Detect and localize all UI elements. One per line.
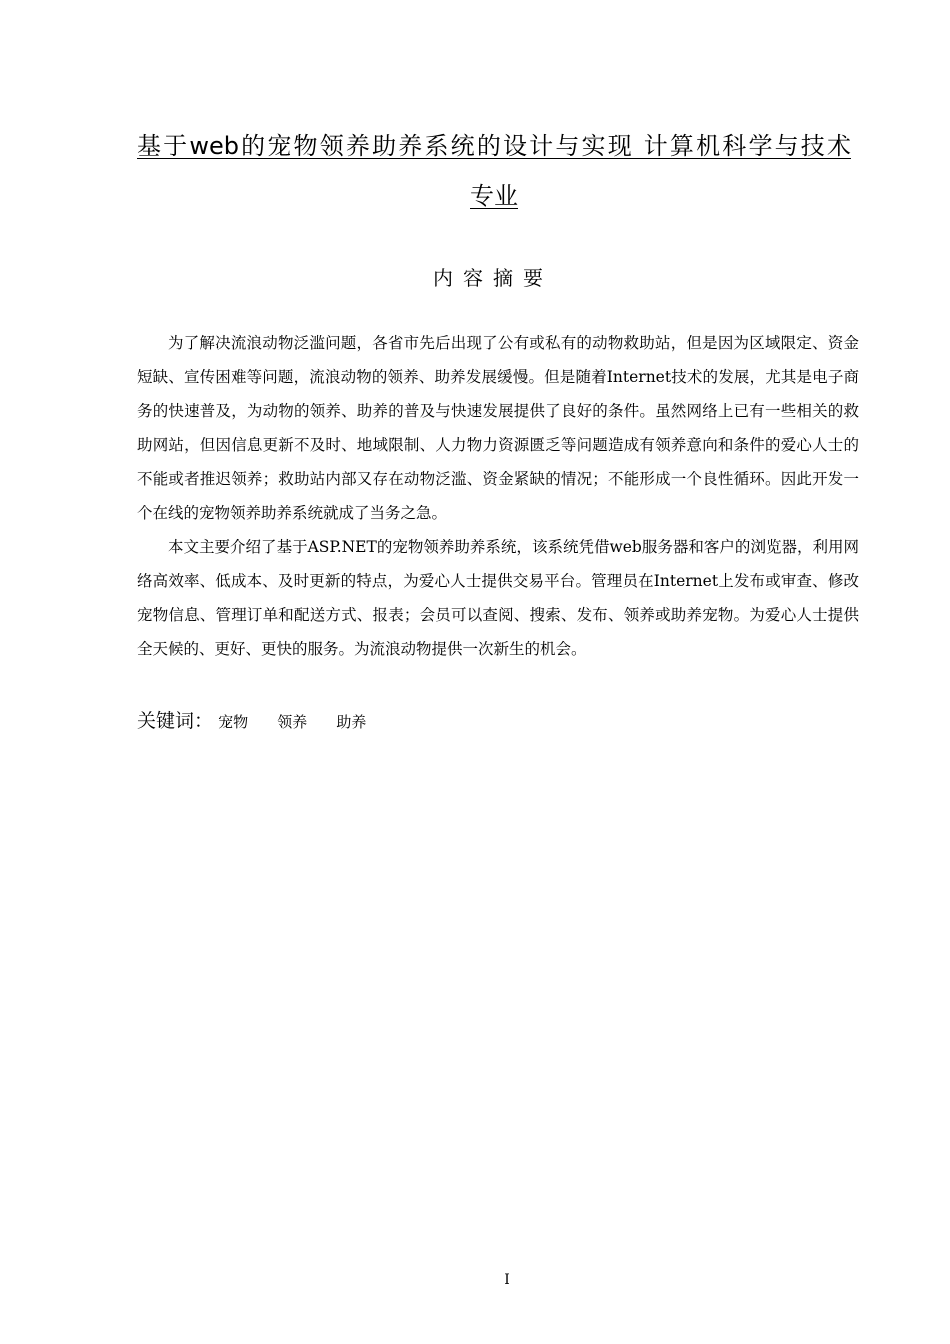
page-number: I [504, 1272, 510, 1288]
document-title-line-1: 基于web的宠物领养助养系统的设计与实现 计算机科学与技术 [137, 132, 851, 160]
keyword-item: 领养 [277, 713, 308, 731]
keyword-item: 助养 [336, 713, 367, 731]
keywords-line [137, 706, 390, 733]
keywords-label: 关键词： [137, 710, 214, 732]
keyword-item: 宠物 [218, 713, 249, 731]
abstract-paragraph-2: 本文主要介绍了基于ASP.NET的宠物领养助养系统，该系统凭借web服务器和客户的浏览器，利用网络高效率、低成本、及时更新的特点，为爱心人士提供交易平台。管理员在Internet上发布或审查、修改宠物信息、管理订单和配送方式、报表；会员可以查阅、搜索、发布、领养或助养宠物。为爱心人士提供全天候的、更好、更快的服务。为流浪动物提供一次新生的机会。 [137, 538, 859, 658]
abstract-heading: 内容摘要 [433, 266, 553, 290]
abstract-body [137, 326, 859, 666]
document-title-line-2: 专业 [470, 182, 518, 210]
abstract-paragraph-1: 为了解决流浪动物泛滥问题，各省市先后出现了公有或私有的动物救助站，但是因为区域限定、资金短缺、宣传困难等问题，流浪动物的领养、助养发展缓慢。但是随着Internet技术的发展，尤其是电子商务的快速普及，为动物的领养、助养的普及与快速发展提供了良好的条件。虽然网络上已有一些相关的救助网站，但因信息更新不及时、地域限制、人力物力资源匮乏等问题造成有领养意向和条件的爱心人士的不能或者推迟领养；救助站内部又存在动物泛滥、资金紧缺的情况；不能形成一个良性循环。因此开发一个在线的宠物领养助养系统就成了当务之急。 [137, 334, 859, 522]
